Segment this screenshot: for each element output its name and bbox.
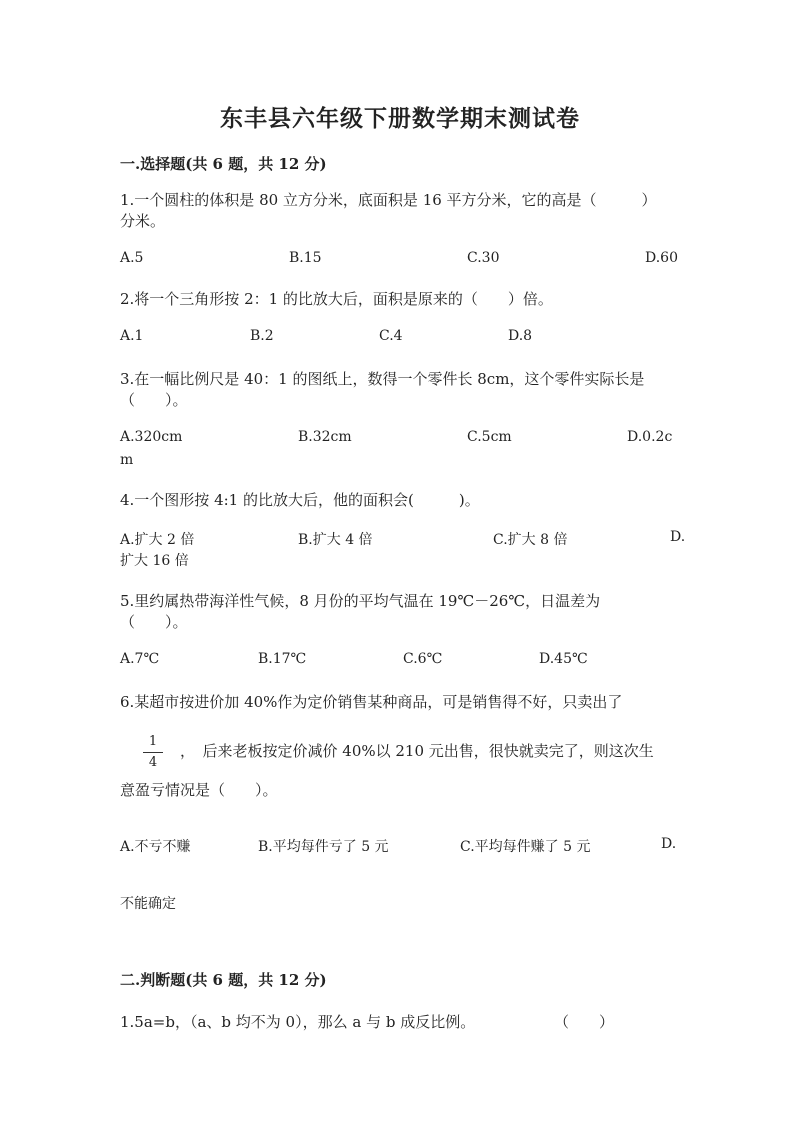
question-6-option-c: C.平均每件赚了 5 元	[460, 839, 591, 855]
question-5-text-cont: （ ）。	[120, 613, 188, 631]
question-2-text: 2.将一个三角形按 2：1 的比放大后，面积是原来的（ ）倍。	[120, 290, 553, 308]
question-5-option-b: B.17℃	[258, 651, 307, 667]
question-6-text: 6.某超市按进价加 40%作为定价销售某种商品，可是销售得不好，只卖出了	[120, 693, 623, 711]
question-5-option-a: A.7℃	[120, 651, 160, 667]
question-6-text-cont2: 意盈亏情况是（ ）。	[120, 781, 278, 799]
question-3-option-d: D.0.2c	[627, 429, 673, 445]
question-4-option-a: A.扩大 2 倍	[120, 532, 195, 548]
fraction-numerator: 1	[148, 734, 158, 749]
question-1-option-a: A.5	[120, 250, 144, 266]
question-2-option-a: A.1	[120, 328, 144, 344]
question-6-option-d: D.	[661, 836, 677, 852]
section-heading-judgment: 二.判断题(共 6 题，共 12 分)	[120, 971, 327, 989]
question-2-option-c: C.4	[379, 328, 403, 344]
page-title: 东丰县六年级下册数学期末测试卷	[220, 105, 580, 132]
question-4-option-d-wrap: 扩大 16 倍	[120, 553, 189, 569]
question-3-option-d-wrap: m	[120, 452, 134, 468]
question-2-option-b: B.2	[250, 328, 274, 344]
question-1-option-b: B.15	[289, 250, 322, 266]
question-3-text: 3.在一幅比例尺是 40：1 的图纸上，数得一个零件长 8cm，这个零件实际长是	[120, 370, 645, 388]
question-1-text: 1.一个圆柱的体积是 80 立方分米，底面积是 16 平方分米，它的高是（ ）	[120, 191, 657, 209]
question-6-text-cont: ， 后来老板按定价减价 40%以 210 元出售，很快就卖完了，则这次生	[180, 742, 654, 760]
question-3-option-b: B.32cm	[298, 429, 352, 445]
question-5-option-c: C.6℃	[403, 651, 443, 667]
question-1-option-d: D.60	[645, 250, 678, 266]
question-1-text-cont: 分米。	[120, 212, 166, 230]
question-4-text: 4.一个图形按 4:1 的比放大后，他的面积会( )。	[120, 491, 480, 509]
question-2-option-d: D.8	[508, 328, 533, 344]
fraction-one-quarter	[143, 734, 163, 771]
question-6-option-d-wrap: 不能确定	[120, 896, 176, 912]
question-3-option-a: A.320cm	[120, 429, 183, 445]
question-5-text: 5.里约属热带海洋性气候，8 月份的平均气温在 19℃－26℃，日温差为	[120, 592, 601, 610]
question-4-option-d: D.	[670, 529, 686, 545]
fraction-denominator: 4	[148, 755, 158, 770]
question-6-option-a: A.不亏不赚	[120, 839, 191, 855]
question-1-option-c: C.30	[467, 250, 500, 266]
judgment-1-answer-blank: （ ）	[554, 1013, 615, 1031]
judgment-1-text: 1.5a=b，（a、b 均不为 0），那么 a 与 b 成反比例。	[120, 1013, 476, 1031]
section-heading-choice: 一.选择题(共 6 题，共 12 分)	[120, 155, 327, 173]
fraction-bar	[143, 752, 163, 753]
question-3-option-c: C.5cm	[467, 429, 512, 445]
question-4-option-c: C.扩大 8 倍	[493, 532, 568, 548]
question-4-option-b: B.扩大 4 倍	[298, 532, 373, 548]
question-6-option-b: B.平均每件亏了 5 元	[258, 839, 389, 855]
question-3-text-cont: （ ）。	[120, 391, 188, 409]
question-5-option-d: D.45℃	[539, 651, 588, 667]
